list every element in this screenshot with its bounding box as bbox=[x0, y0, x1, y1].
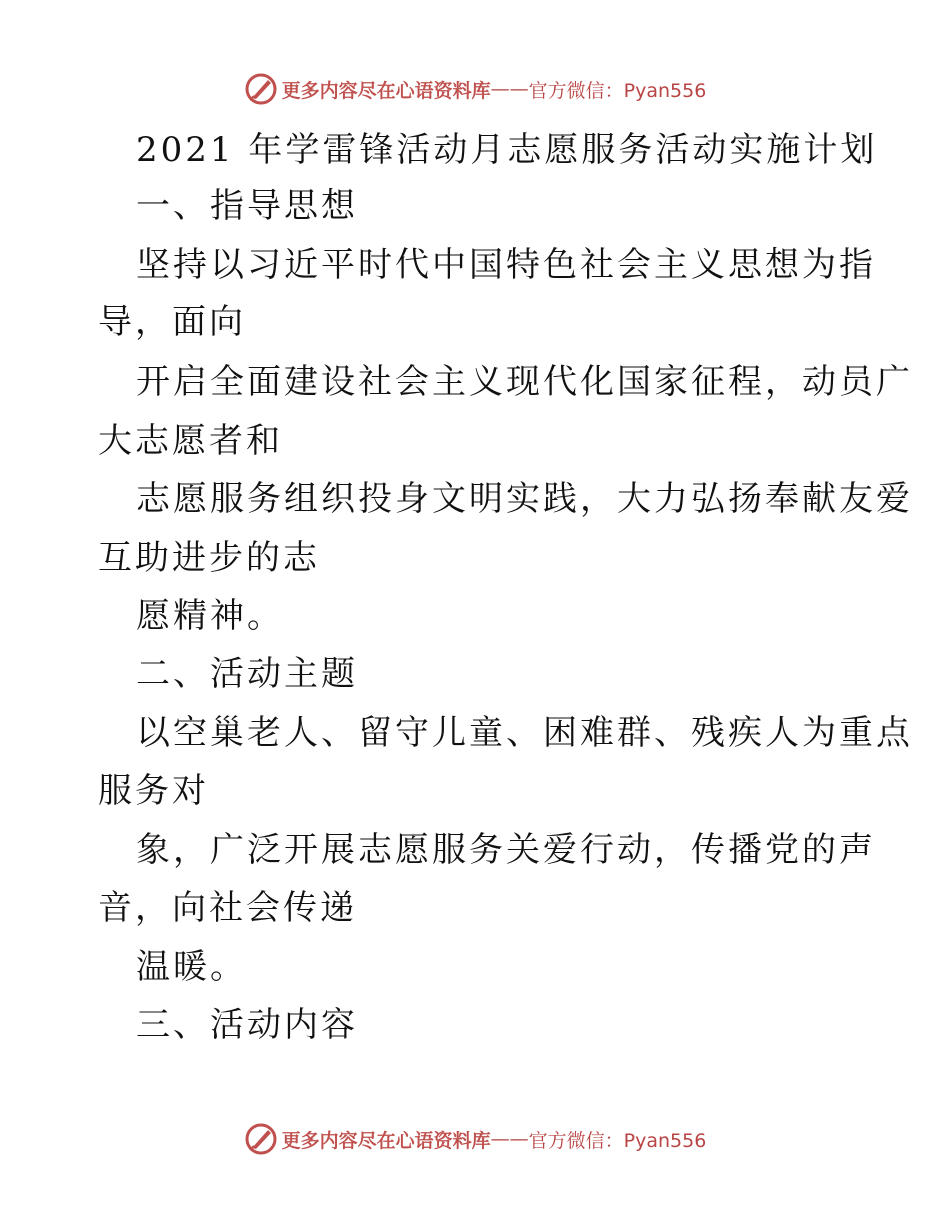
quill-logo-icon bbox=[244, 1122, 278, 1156]
section-heading-3: 三、活动内容 bbox=[136, 1005, 358, 1045]
paragraph-line: 服务对 bbox=[98, 771, 209, 811]
watermark-wechat-text: 官方微信：Pyan556 bbox=[528, 79, 707, 102]
watermark-site-text: 更多内容尽在心语资料库 bbox=[281, 79, 491, 102]
watermark-header bbox=[0, 72, 950, 106]
paragraph-line: 以空巢老人、留守儿童、困难群、残疾人为重点 bbox=[136, 713, 913, 753]
paragraph-line: 音，向社会传递 bbox=[98, 888, 357, 928]
paragraph-line: 互助进步的志 bbox=[98, 538, 320, 578]
section-heading-2: 二、活动主题 bbox=[136, 654, 358, 694]
paragraph-line: 开启全面建设社会主义现代化国家征程，动员广 bbox=[136, 362, 913, 402]
watermark-dash: —— bbox=[490, 1128, 529, 1150]
document-title: 2021 年学雷锋活动月志愿服务活动实施计划 bbox=[136, 130, 878, 170]
watermark-footer bbox=[0, 1122, 950, 1156]
watermark-site-text: 更多内容尽在心语资料库 bbox=[281, 1129, 491, 1152]
paragraph-line: 愿精神。 bbox=[136, 596, 284, 636]
paragraph-line: 大志愿者和 bbox=[98, 421, 283, 461]
watermark-wechat-text: 官方微信：Pyan556 bbox=[528, 1129, 707, 1152]
quill-logo-icon bbox=[244, 72, 278, 106]
paragraph-line: 志愿服务组织投身文明实践，大力弘扬奉献友爱 bbox=[136, 479, 913, 519]
section-heading-1: 一、指导思想 bbox=[136, 186, 358, 226]
paragraph-line: 象，广泛开展志愿服务关爱行动，传播党的声 bbox=[136, 830, 876, 870]
paragraph-line: 坚持以习近平时代中国特色社会主义思想为指 bbox=[136, 245, 876, 285]
watermark-dash: —— bbox=[490, 78, 529, 100]
paragraph-line: 导，面向 bbox=[98, 302, 246, 342]
paragraph-line: 温暖。 bbox=[136, 947, 247, 987]
